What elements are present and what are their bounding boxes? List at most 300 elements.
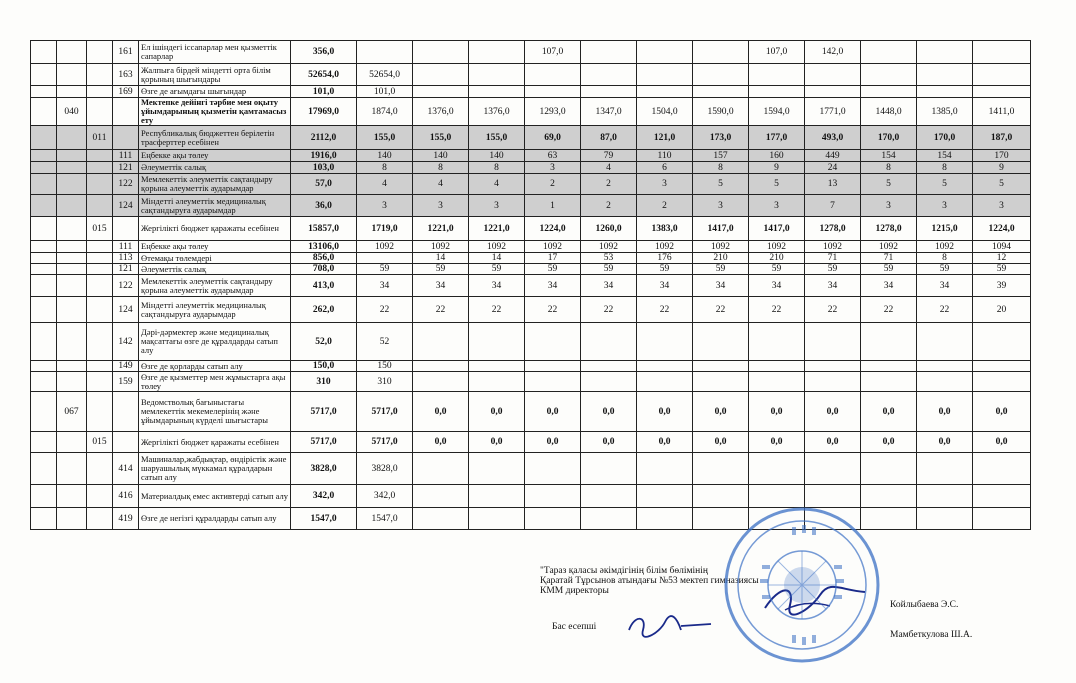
specifics-code: 113 <box>113 253 139 264</box>
item-description: Өзге де қорларды сатып алу <box>139 361 291 372</box>
code-col-3 <box>87 372 113 392</box>
month-11-value: 1215,0 <box>917 217 973 241</box>
month-1-value: 155,0 <box>357 126 413 150</box>
item-description: Республикалық бюджеттен берілетін трасферттер есебінен <box>139 126 291 150</box>
month-3-value <box>469 323 525 361</box>
item-description: Ведомстволық бағыныстағы мемлекеттік мекемелерінің және ұйымдарының күрделі шығыстары <box>139 392 291 432</box>
month-2-value: 59 <box>413 264 469 275</box>
month-8-value: 59 <box>749 264 805 275</box>
month-10-value: 154 <box>861 150 917 162</box>
code-col-3: 015 <box>87 217 113 241</box>
month-10-value: 59 <box>861 264 917 275</box>
month-7-value: 59 <box>693 264 749 275</box>
month-5-value: 2 <box>581 195 637 217</box>
month-5-value <box>581 485 637 508</box>
month-5-value: 22 <box>581 297 637 323</box>
month-4-value: 69,0 <box>525 126 581 150</box>
month-3-value <box>469 86 525 98</box>
month-12-value <box>973 323 1031 361</box>
specifics-code: 169 <box>113 86 139 98</box>
month-8-value: 1417,0 <box>749 217 805 241</box>
code-col-2 <box>57 361 87 372</box>
month-6-value <box>637 64 693 86</box>
month-8-value: 34 <box>749 275 805 297</box>
table-row <box>31 64 1031 86</box>
month-4-value <box>525 64 581 86</box>
official-stamp-icon <box>722 505 882 665</box>
month-10-value: 34 <box>861 275 917 297</box>
month-12-value: 9 <box>973 162 1031 174</box>
month-10-value: 1092 <box>861 241 917 253</box>
annual-total: 101,0 <box>291 86 357 98</box>
code-col-2 <box>57 253 87 264</box>
month-1-value: 1547,0 <box>357 508 413 530</box>
month-9-value <box>805 361 861 372</box>
month-12-value <box>973 361 1031 372</box>
specifics-code: 161 <box>113 41 139 64</box>
month-6-value <box>637 361 693 372</box>
code-col-2 <box>57 126 87 150</box>
code-col-2 <box>57 508 87 530</box>
month-9-value: 1092 <box>805 241 861 253</box>
month-8-value: 210 <box>749 253 805 264</box>
month-3-value: 34 <box>469 275 525 297</box>
code-col-3 <box>87 297 113 323</box>
month-12-value <box>973 41 1031 64</box>
month-7-value <box>693 361 749 372</box>
month-9-value: 1278,0 <box>805 217 861 241</box>
month-11-value <box>917 453 973 485</box>
annual-total: 52654,0 <box>291 64 357 86</box>
code-col-3 <box>87 64 113 86</box>
month-7-value <box>693 86 749 98</box>
code-col-1 <box>31 508 57 530</box>
code-col-2 <box>57 275 87 297</box>
code-col-1 <box>31 432 57 453</box>
month-2-value: 22 <box>413 297 469 323</box>
table-row <box>31 241 1031 253</box>
code-col-1 <box>31 174 57 195</box>
month-6-value: 1092 <box>637 241 693 253</box>
specifics-code: 159 <box>113 372 139 392</box>
specifics-code: 414 <box>113 453 139 485</box>
month-11-value: 3 <box>917 195 973 217</box>
annual-total: 413,0 <box>291 275 357 297</box>
month-6-value: 59 <box>637 264 693 275</box>
code-col-1 <box>31 195 57 217</box>
code-col-3 <box>87 361 113 372</box>
month-7-value: 8 <box>693 162 749 174</box>
month-1-value: 52 <box>357 323 413 361</box>
item-description: Еңбекке ақы төлеу <box>139 150 291 162</box>
code-col-3 <box>87 98 113 126</box>
month-3-value: 1092 <box>469 241 525 253</box>
specifics-code: 121 <box>113 264 139 275</box>
month-12-value: 1224,0 <box>973 217 1031 241</box>
month-9-value: 449 <box>805 150 861 162</box>
month-1-value: 3 <box>357 195 413 217</box>
month-8-value: 177,0 <box>749 126 805 150</box>
month-3-value: 14 <box>469 253 525 264</box>
code-col-3 <box>87 275 113 297</box>
code-col-1 <box>31 253 57 264</box>
annual-total: 3828,0 <box>291 453 357 485</box>
month-10-value: 0,0 <box>861 392 917 432</box>
item-description: Машиналар,жабдықтар, өндірістік және шаруашылық мүккамал құралдарын сатып алу <box>139 453 291 485</box>
month-11-value: 5 <box>917 174 973 195</box>
month-9-value: 59 <box>805 264 861 275</box>
month-12-value: 5 <box>973 174 1031 195</box>
month-8-value: 160 <box>749 150 805 162</box>
table-row <box>31 372 1031 392</box>
annual-total: 342,0 <box>291 485 357 508</box>
specifics-code: 124 <box>113 297 139 323</box>
month-10-value: 1448,0 <box>861 98 917 126</box>
table-row <box>31 98 1031 126</box>
code-col-2 <box>57 453 87 485</box>
month-3-value: 4 <box>469 174 525 195</box>
month-2-value <box>413 372 469 392</box>
item-description: Мектепке дейінгі тәрбие мен оқыту ұйымдарының қызметін қамтамасыз ету <box>139 98 291 126</box>
month-7-value <box>693 323 749 361</box>
month-4-value <box>525 361 581 372</box>
code-col-3 <box>87 86 113 98</box>
month-8-value: 1594,0 <box>749 98 805 126</box>
month-12-value: 0,0 <box>973 392 1031 432</box>
table-row <box>31 253 1031 264</box>
item-description: Жалпыға бірдей міндетті орта білім қорының шығындары <box>139 64 291 86</box>
code-col-2 <box>57 297 87 323</box>
code-col-2 <box>57 323 87 361</box>
month-12-value: 39 <box>973 275 1031 297</box>
month-5-value: 0,0 <box>581 392 637 432</box>
month-7-value: 173,0 <box>693 126 749 150</box>
month-1-value: 1719,0 <box>357 217 413 241</box>
specifics-code: 416 <box>113 485 139 508</box>
org-line-2: Қаратай Тұрсынов атындағы №53 мектеп гимназиясы <box>540 576 759 586</box>
month-1-value: 5717,0 <box>357 392 413 432</box>
month-5-value: 79 <box>581 150 637 162</box>
month-9-value: 493,0 <box>805 126 861 150</box>
month-12-value: 1094 <box>973 241 1031 253</box>
month-9-value <box>805 323 861 361</box>
annual-total: 15857,0 <box>291 217 357 241</box>
table-row <box>31 297 1031 323</box>
month-4-value: 22 <box>525 297 581 323</box>
month-3-value <box>469 372 525 392</box>
specifics-code: 111 <box>113 150 139 162</box>
item-description: Міндетті әлеуметтік медициналық сақтандыруға аударымдар <box>139 297 291 323</box>
code-col-1 <box>31 217 57 241</box>
month-2-value <box>413 485 469 508</box>
month-1-value: 342,0 <box>357 485 413 508</box>
month-2-value: 3 <box>413 195 469 217</box>
specifics-code: 419 <box>113 508 139 530</box>
month-2-value: 1376,0 <box>413 98 469 126</box>
specifics-code: 122 <box>113 174 139 195</box>
month-11-value <box>917 86 973 98</box>
month-6-value: 6 <box>637 162 693 174</box>
month-11-value: 8 <box>917 162 973 174</box>
specifics-code <box>113 432 139 453</box>
month-6-value <box>637 453 693 485</box>
month-9-value <box>805 453 861 485</box>
month-4-value: 17 <box>525 253 581 264</box>
table-row <box>31 162 1031 174</box>
month-2-value <box>413 323 469 361</box>
annual-total: 1547,0 <box>291 508 357 530</box>
month-10-value <box>861 372 917 392</box>
month-3-value <box>469 485 525 508</box>
month-5-value: 1260,0 <box>581 217 637 241</box>
month-6-value: 121,0 <box>637 126 693 150</box>
month-12-value <box>973 86 1031 98</box>
specifics-code <box>113 98 139 126</box>
month-7-value: 1590,0 <box>693 98 749 126</box>
month-2-value: 14 <box>413 253 469 264</box>
specifics-code: 121 <box>113 162 139 174</box>
month-5-value: 53 <box>581 253 637 264</box>
code-col-2 <box>57 41 87 64</box>
month-10-value <box>861 86 917 98</box>
month-4-value: 59 <box>525 264 581 275</box>
code-col-1 <box>31 453 57 485</box>
code-col-1 <box>31 64 57 86</box>
annual-total: 5717,0 <box>291 392 357 432</box>
month-1-value <box>357 41 413 64</box>
month-8-value: 5 <box>749 174 805 195</box>
month-6-value: 0,0 <box>637 432 693 453</box>
month-3-value: 155,0 <box>469 126 525 150</box>
annual-total: 356,0 <box>291 41 357 64</box>
code-col-2 <box>57 217 87 241</box>
month-12-value <box>973 453 1031 485</box>
code-col-1 <box>31 126 57 150</box>
month-2-value <box>413 86 469 98</box>
month-7-value: 157 <box>693 150 749 162</box>
month-5-value <box>581 86 637 98</box>
month-12-value <box>973 508 1031 530</box>
code-col-3 <box>87 241 113 253</box>
code-col-3 <box>87 253 113 264</box>
month-6-value: 34 <box>637 275 693 297</box>
month-1-value: 5717,0 <box>357 432 413 453</box>
month-4-value: 0,0 <box>525 392 581 432</box>
month-10-value: 0,0 <box>861 432 917 453</box>
month-4-value <box>525 323 581 361</box>
month-2-value <box>413 64 469 86</box>
code-col-1 <box>31 162 57 174</box>
budget-table-sheet <box>30 40 1031 530</box>
month-1-value: 101,0 <box>357 86 413 98</box>
specifics-code: 122 <box>113 275 139 297</box>
month-5-value: 1092 <box>581 241 637 253</box>
month-12-value: 20 <box>973 297 1031 323</box>
specifics-code <box>113 126 139 150</box>
month-10-value: 1278,0 <box>861 217 917 241</box>
month-6-value <box>637 485 693 508</box>
annual-total: 36,0 <box>291 195 357 217</box>
month-11-value: 0,0 <box>917 392 973 432</box>
month-3-value: 1221,0 <box>469 217 525 241</box>
code-col-2 <box>57 241 87 253</box>
code-col-1 <box>31 485 57 508</box>
item-description: Ел ішіндегі іссапарлар мен қызметтік сапарлар <box>139 41 291 64</box>
code-col-3: 015 <box>87 432 113 453</box>
annual-total: 13106,0 <box>291 241 357 253</box>
month-2-value: 140 <box>413 150 469 162</box>
month-6-value: 1504,0 <box>637 98 693 126</box>
item-description: Жергілікті бюджет қаражаты есебінен <box>139 217 291 241</box>
month-11-value <box>917 508 973 530</box>
month-12-value: 3 <box>973 195 1031 217</box>
specifics-code <box>113 392 139 432</box>
month-4-value: 1224,0 <box>525 217 581 241</box>
month-8-value: 9 <box>749 162 805 174</box>
month-11-value: 34 <box>917 275 973 297</box>
month-1-value: 34 <box>357 275 413 297</box>
month-2-value <box>413 41 469 64</box>
month-3-value <box>469 64 525 86</box>
accountant-label: Бас есепші <box>552 622 597 632</box>
item-description: Еңбекке ақы төлеу <box>139 241 291 253</box>
month-1-value: 310 <box>357 372 413 392</box>
month-7-value: 1417,0 <box>693 217 749 241</box>
code-col-2: 067 <box>57 392 87 432</box>
annual-total: 262,0 <box>291 297 357 323</box>
code-col-1 <box>31 264 57 275</box>
month-11-value <box>917 41 973 64</box>
table-row <box>31 217 1031 241</box>
annual-total: 103,0 <box>291 162 357 174</box>
code-col-1 <box>31 150 57 162</box>
month-4-value <box>525 372 581 392</box>
month-7-value <box>693 372 749 392</box>
code-col-2 <box>57 264 87 275</box>
month-10-value: 22 <box>861 297 917 323</box>
month-9-value <box>805 64 861 86</box>
month-12-value: 1411,0 <box>973 98 1031 126</box>
code-col-3 <box>87 195 113 217</box>
month-7-value <box>693 64 749 86</box>
code-col-2 <box>57 432 87 453</box>
month-10-value: 71 <box>861 253 917 264</box>
item-description: Әлеуметтік салық <box>139 264 291 275</box>
code-col-3 <box>87 508 113 530</box>
month-9-value: 71 <box>805 253 861 264</box>
month-4-value: 1 <box>525 195 581 217</box>
month-4-value: 3 <box>525 162 581 174</box>
org-line-3: КММ директоры <box>540 586 609 596</box>
annual-total: 856,0 <box>291 253 357 264</box>
specifics-code: 111 <box>113 241 139 253</box>
month-6-value: 1383,0 <box>637 217 693 241</box>
code-col-3 <box>87 453 113 485</box>
month-9-value: 13 <box>805 174 861 195</box>
item-description: Мемлекеттік әлеуметтік сақтандыру қорына әлеуметтік аударымдар <box>139 174 291 195</box>
code-col-2 <box>57 195 87 217</box>
code-col-2 <box>57 174 87 195</box>
month-7-value: 0,0 <box>693 392 749 432</box>
month-12-value: 12 <box>973 253 1031 264</box>
annual-total: 52,0 <box>291 323 357 361</box>
budget-table-body <box>31 41 1031 530</box>
code-col-1 <box>31 372 57 392</box>
month-12-value: 59 <box>973 264 1031 275</box>
accountant-signature-icon <box>625 610 715 640</box>
code-col-1 <box>31 275 57 297</box>
code-col-1 <box>31 392 57 432</box>
month-8-value <box>749 453 805 485</box>
month-4-value: 1293,0 <box>525 98 581 126</box>
item-description: Дәрі-дәрмектер және медициналық мақсаттағы өзге де құралдарды сатып алу <box>139 323 291 361</box>
month-2-value: 8 <box>413 162 469 174</box>
item-description: Жергілікті бюджет қаражаты есебінен <box>139 432 291 453</box>
annual-total: 2112,0 <box>291 126 357 150</box>
table-row <box>31 41 1031 64</box>
month-8-value <box>749 361 805 372</box>
month-5-value <box>581 361 637 372</box>
month-4-value: 34 <box>525 275 581 297</box>
month-5-value <box>581 508 637 530</box>
month-3-value: 22 <box>469 297 525 323</box>
month-3-value <box>469 41 525 64</box>
item-description: Міндетті әлеуметтік медициналық сақтандыруға аударымдар <box>139 195 291 217</box>
annual-total: 310 <box>291 372 357 392</box>
specifics-code: 163 <box>113 64 139 86</box>
month-1-value: 52654,0 <box>357 64 413 86</box>
month-2-value: 155,0 <box>413 126 469 150</box>
month-1-value: 140 <box>357 150 413 162</box>
specifics-code: 142 <box>113 323 139 361</box>
month-6-value <box>637 323 693 361</box>
month-7-value: 3 <box>693 195 749 217</box>
month-2-value <box>413 361 469 372</box>
month-1-value <box>357 253 413 264</box>
annual-total: 1916,0 <box>291 150 357 162</box>
month-8-value: 3 <box>749 195 805 217</box>
annual-total: 150,0 <box>291 361 357 372</box>
month-4-value: 107,0 <box>525 41 581 64</box>
table-row <box>31 392 1031 432</box>
month-12-value <box>973 372 1031 392</box>
month-5-value <box>581 453 637 485</box>
month-3-value: 140 <box>469 150 525 162</box>
code-col-2 <box>57 150 87 162</box>
month-7-value: 5 <box>693 174 749 195</box>
specifics-code: 124 <box>113 195 139 217</box>
specifics-code <box>113 217 139 241</box>
item-description: Өзге де негізгі құралдарды сатып алу <box>139 508 291 530</box>
month-1-value: 1874,0 <box>357 98 413 126</box>
table-row <box>31 453 1031 485</box>
month-1-value: 4 <box>357 174 413 195</box>
table-row <box>31 126 1031 150</box>
code-col-1 <box>31 297 57 323</box>
table-row <box>31 86 1031 98</box>
month-8-value <box>749 86 805 98</box>
month-2-value <box>413 453 469 485</box>
month-12-value: 0,0 <box>973 432 1031 453</box>
month-11-value <box>917 361 973 372</box>
month-5-value <box>581 41 637 64</box>
table-row <box>31 275 1031 297</box>
month-8-value: 22 <box>749 297 805 323</box>
specifics-code: 149 <box>113 361 139 372</box>
month-2-value: 1221,0 <box>413 217 469 241</box>
table-row <box>31 195 1031 217</box>
code-col-3 <box>87 264 113 275</box>
